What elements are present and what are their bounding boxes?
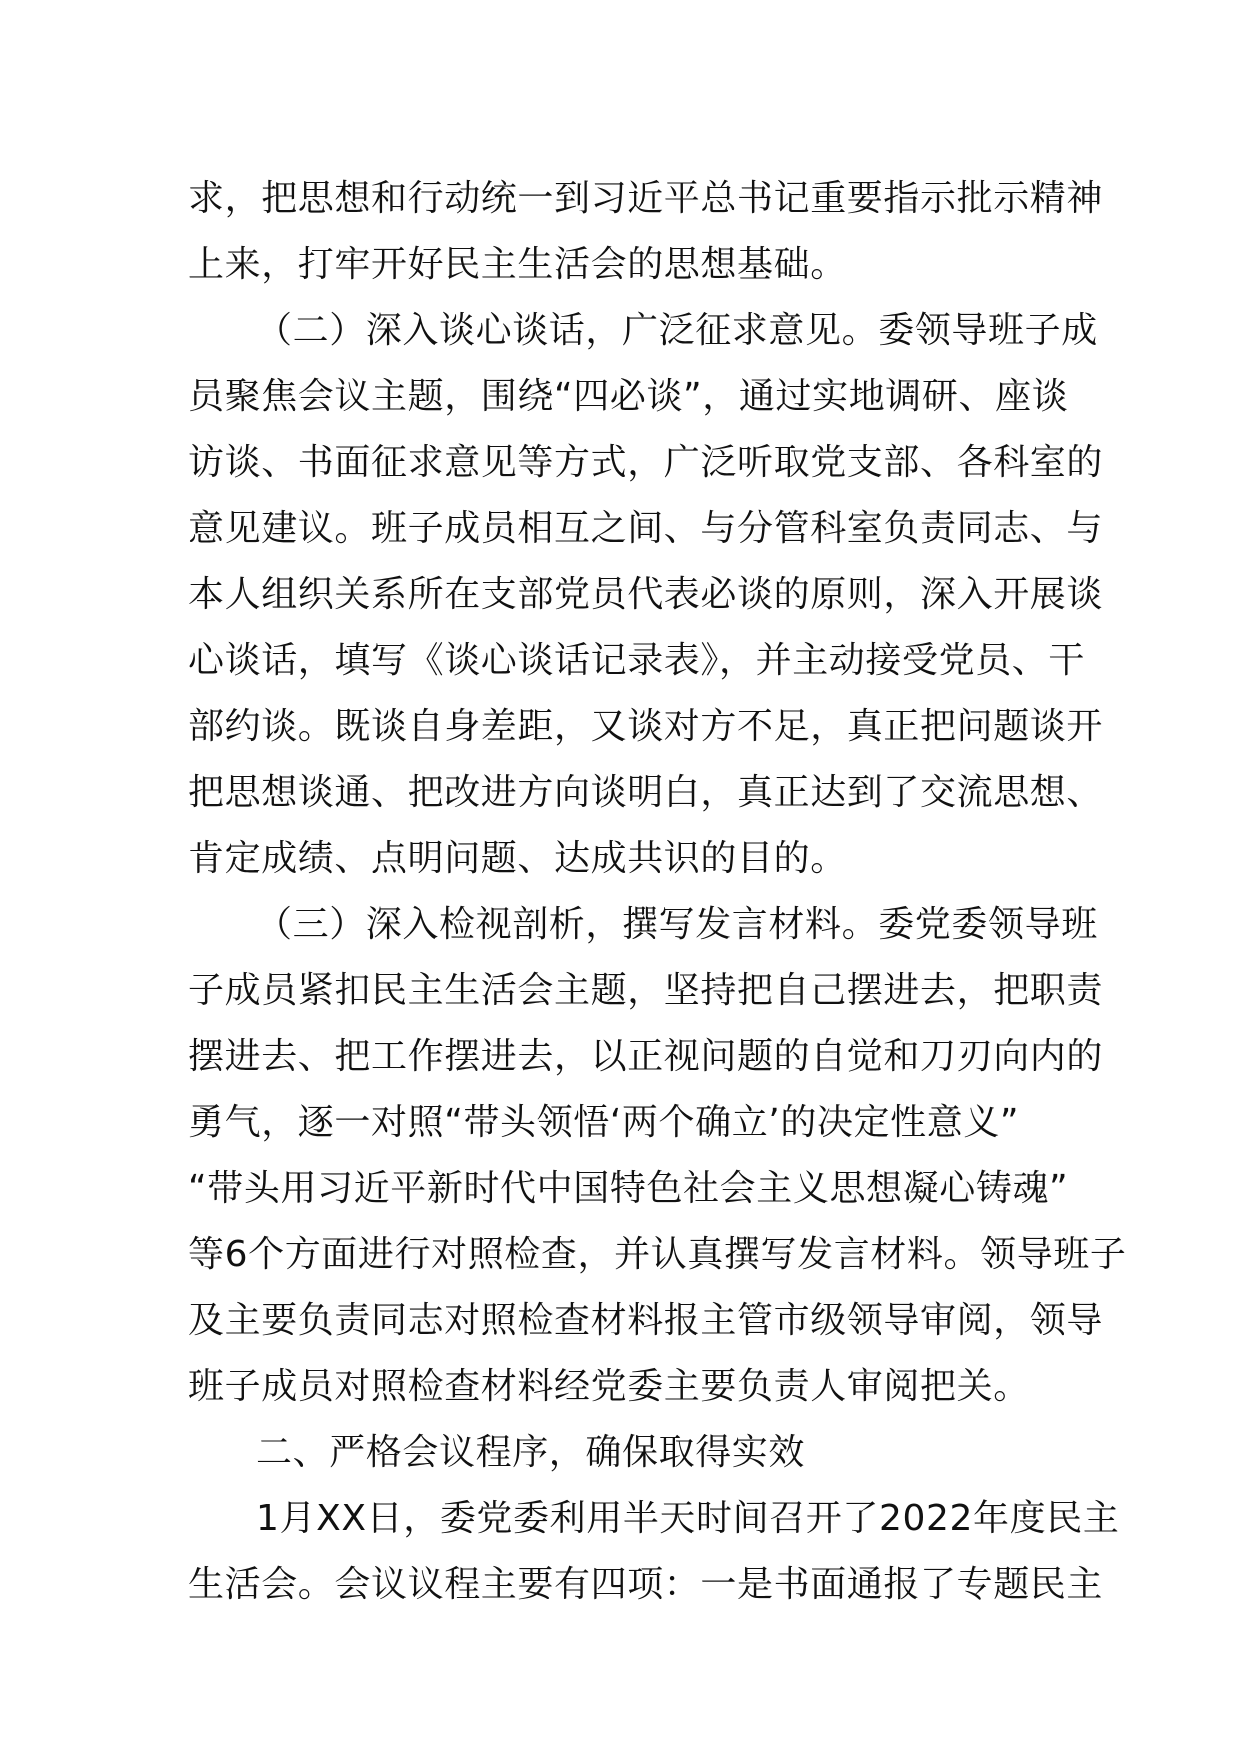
text-line-8: 心谈话，填写《谈心谈话记录表》，并主动接受党员、干 [188,640,1086,681]
text-line-5: 访谈、书面征求意见等方式，广泛听取党支部、各科室的 [188,442,1104,483]
chapter-heading-2: 二、严格会议程序，确保取得实效 [256,1432,806,1473]
text-line-2: 上来，打牢开好民主生活会的思想基础。 [188,244,847,285]
text-line-1: 求，把思想和行动统一到习近平总书记重要指示批示精神 [188,178,1104,219]
text-line-16: “带头用习近平新时代中国特色社会主义思想凝心铸魂” [188,1168,1069,1209]
text-line-17: 等6个方面进行对照检查，并认真撰写发言材料。领导班子 [188,1234,1127,1275]
section-heading-3: （三）深入检视剖析，撰写发言材料。委党委领导班 [256,904,1098,945]
text-line-22: 生活会。会议议程主要有四项：一是书面通报了专题民主 [188,1564,1104,1605]
text-line-13: 子成员紧扣民主生活会主题，坚持把自己摆进去，把职责 [188,970,1104,1011]
text-line-18: 及主要负责同志对照检查材料报主管市级领导审阅，领导 [188,1300,1104,1341]
document-page [188,166,1127,1618]
text-line-9: 部约谈。既谈自身差距，又谈对方不足，真正把问题谈开 [188,706,1104,747]
text-line-6: 意见建议。班子成员相互之间、与分管科室负责同志、与 [188,508,1104,549]
text-line-14: 摆进去、把工作摆进去，以正视问题的自觉和刀刃向内的 [188,1036,1104,1077]
text-line-19: 班子成员对照检查材料经党委主要负责人审阅把关。 [188,1366,1030,1407]
text-line-4: 员聚焦会议主题，围绕“四必谈”，通过实地调研、座谈 [188,376,1069,417]
text-line-21: 1月XX日，委党委利用半天时间召开了2022年度民主 [256,1498,1120,1539]
text-line-7: 本人组织关系所在支部党员代表必谈的原则，深入开展谈 [188,574,1104,615]
text-line-10: 把思想谈通、把改进方向谈明白，真正达到了交流思想、 [188,772,1104,813]
text-line-11: 肯定成绩、点明问题、达成共识的目的。 [188,838,847,879]
section-heading-2: （二）深入谈心谈话，广泛征求意见。委领导班子成 [256,310,1098,351]
text-line-15: 勇气，逐一对照“带头领悟‘两个确立’的决定性意义” [188,1102,1020,1143]
